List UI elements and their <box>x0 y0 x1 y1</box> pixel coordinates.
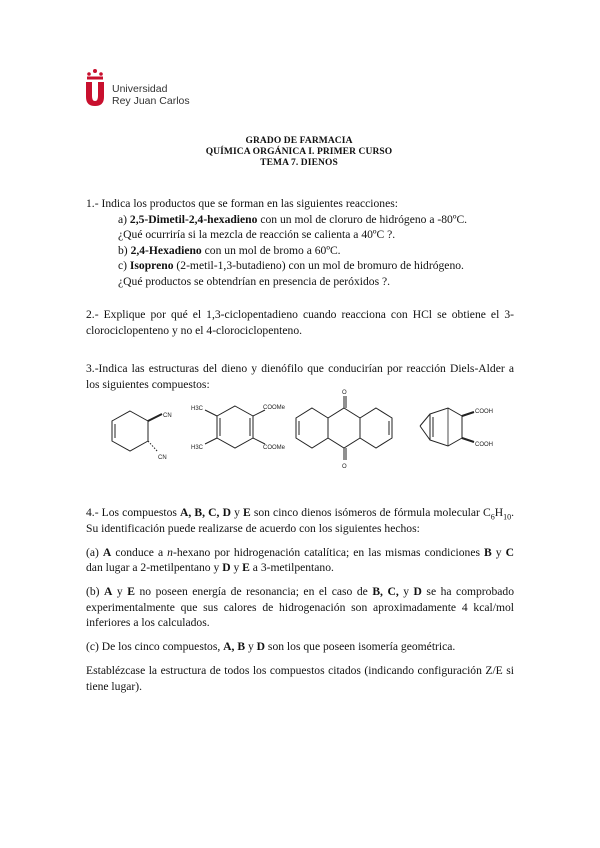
question-1-c: c) Isopreno (2-metil-1,3-butadieno) con un mol de bromuro de hidrógeno. <box>118 259 464 272</box>
question-4-final: Establézcase la estructura de todos los compuestos citados (indicando configuración Z/E si tiene lugar). <box>86 664 514 693</box>
question-4 <box>86 505 514 703</box>
molecule-3-tricyclic-dione <box>296 390 392 470</box>
question-1-a-followup: ¿Qué ocurriría si la mezcla de reacción se calienta a 40ºC ?. <box>118 228 396 241</box>
question-1-c-followup: ¿Qué productos se obtendrían en presencia de peróxidos ?. <box>118 274 391 288</box>
molecule-4-cooh-label-top: COOH <box>475 409 493 415</box>
crown-icon <box>87 69 103 80</box>
header-topic: TEMA 7. DIENOS <box>260 158 338 168</box>
molecule-structures <box>100 386 530 476</box>
question-4-fact-c: (c) De los cinco compuestos, A, B y D son los que poseen isomería geométrica. <box>86 640 456 653</box>
university-name <box>112 84 190 107</box>
molecule-2-h3c-label-bottom: H3C <box>191 445 204 451</box>
question-2: 2.- Explique por qué el 1,3-ciclopentadieno cuando reacciona con HCl se obtiene el 3-clorociclopenteno y no el 4-clorociclopenteno. <box>86 308 514 337</box>
molecule-2-h3c-label-top: H3C <box>191 406 204 412</box>
molecule-2-coome-label-bottom: COOMe <box>263 445 286 451</box>
question-1-a: a) 2,5-Dimetil-2,4-hexadieno con un mol de cloruro de hidrógeno a -80ºC. <box>118 212 468 226</box>
molecule-4-bicyclic-diacid <box>420 408 493 448</box>
question-4-fact-b: (b) A y E no poseen energía de resonancia; en el caso de B, C, y D se ha comprobado experimentalmente que sus calores de hidrogenación son aproximadamente 4 kcal/mol inferiores a los calculados. <box>86 585 514 629</box>
molecule-2-dimethyl-cyclohexadiene-diester <box>191 405 286 451</box>
u-shield-icon <box>86 82 104 106</box>
molecule-1-cn-label-top: CN <box>163 413 172 419</box>
question-3: 3.-Indica las estructuras del dieno y dienófilo que conducirían por reacción Diels-Alder a los siguientes compuestos: <box>86 362 514 391</box>
question-1-intro: 1.- Indica los productos que se forman en las siguientes reacciones: <box>86 197 398 210</box>
molecule-3-oxygen-label-bottom: O <box>342 464 347 470</box>
header-degree: GRADO DE FARMACIA <box>245 136 353 146</box>
question-4-fact-a: (a) A conduce a n-hexano por hidrogenación catalítica; en las mismas condiciones B y C dan lugar a 2-metilpentano y D y E a 3-metilpentano. <box>86 545 514 574</box>
header-course: QUÍMICA ORGÁNICA I. PRIMER CURSO <box>205 147 393 157</box>
molecule-3-oxygen-label-top: O <box>342 390 347 396</box>
question-1-b: b) 2,4-Hexadieno con un mol de bromo a 60ºC. <box>118 243 341 257</box>
question-1 <box>86 196 526 289</box>
molecule-1-cn-label-bottom: CN <box>158 455 167 461</box>
university-name-line2: Rey Juan Carlos <box>112 94 190 107</box>
molecule-2-coome-label-top: COOMe <box>263 405 286 411</box>
question-4-intro: 4.- Los compuestos A, B, C, D y E son cinco dienos isómeros de fórmula molecular $C_6H_{10}$. Su identificación puede realizarse de acuerdo con los siguientes hechos: <box>86 506 515 535</box>
molecule-4-cooh-label-bottom: COOH <box>475 442 493 448</box>
document-header <box>0 136 600 169</box>
molecule-1-cyclohexene-dicarbonitrile <box>112 411 172 461</box>
university-name-line1: Universidad <box>112 83 168 95</box>
